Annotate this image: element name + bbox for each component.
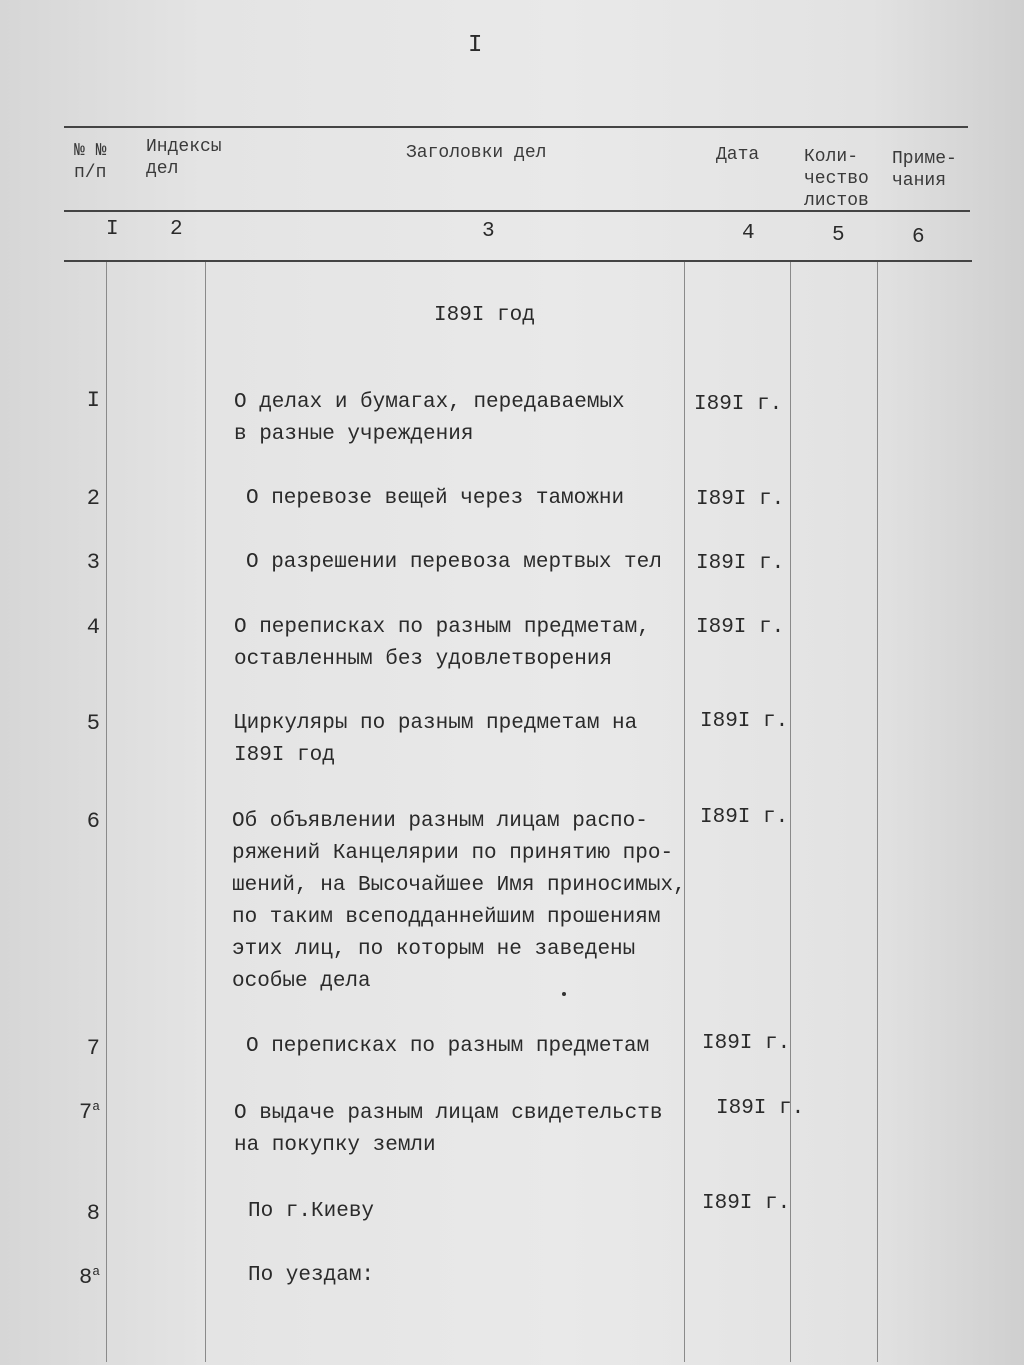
row-title: О делах и бумагах, передаваемых в разные учреждения	[234, 391, 625, 446]
row-number: 6	[86, 809, 100, 834]
row-title: По уездам:	[248, 1264, 375, 1287]
column-number: 6	[912, 226, 925, 249]
row-date: I89I г.	[700, 806, 789, 829]
header-date: Дата	[716, 145, 760, 165]
page-number: I	[468, 32, 483, 59]
row-number-suffix: а	[92, 1099, 100, 1114]
column-number: 2	[170, 218, 183, 241]
row-date: I89I г.	[702, 1192, 791, 1215]
header-top-rule	[64, 126, 968, 128]
row-number: 4	[86, 615, 100, 640]
column-divider	[106, 262, 107, 1362]
column-numbers-rule	[64, 260, 972, 262]
column-divider	[877, 262, 878, 1362]
row-title: О переписках по разным предметам, оставленным без удовлетворения	[234, 616, 650, 671]
row-date: I89I г.	[696, 488, 785, 511]
row-title: О перевозе вещей через таможни	[246, 487, 625, 510]
column-divider	[205, 262, 206, 1362]
row-number: 8	[86, 1201, 100, 1226]
row-title: О переписках по разным предметам	[246, 1035, 650, 1058]
header-index: Индексы дел	[146, 137, 222, 179]
row-number: I	[86, 388, 100, 413]
header-title: Заголовки дел	[406, 143, 547, 163]
row-title: Об объявлении разным лицам распо- ряжений Канцелярии по принятию про- шений, на Высочайшее Имя приносимых, по таким всеподданнейшим прошениям этих лиц, по которым не заведены особые дела	[232, 810, 686, 993]
row-date: I89I г.	[702, 1032, 791, 1055]
row-title: Циркуляры по разным предметам на I89I год	[234, 712, 638, 767]
row-date: I89I г.	[716, 1097, 805, 1120]
row-date: I89I г.	[696, 552, 785, 575]
ink-dot	[562, 992, 566, 996]
row-number: 2	[86, 486, 100, 511]
column-number: 4	[742, 222, 755, 245]
row-date: I89I г.	[700, 710, 789, 733]
column-number: I	[106, 218, 119, 241]
column-number: 3	[482, 220, 495, 243]
row-number: 7	[86, 1036, 100, 1061]
row-number-main: 7	[78, 1100, 93, 1125]
row-number: 3	[86, 550, 100, 575]
row-title: По г.Киеву	[248, 1200, 375, 1223]
row-number	[40, 1097, 100, 1129]
row-title: О выдаче разным лицам свидетельств на покупку земли	[234, 1102, 663, 1157]
row-number-suffix: а	[92, 1264, 100, 1279]
header-notes: Приме- чания	[892, 149, 957, 191]
row-number-main: 8	[78, 1265, 93, 1290]
header-num: № № п/п	[74, 141, 107, 183]
row-number: 5	[86, 711, 100, 736]
row-date: I89I г.	[696, 616, 785, 639]
column-number: 5	[832, 224, 845, 247]
row-date: I89I г.	[694, 393, 783, 416]
row-number	[40, 1262, 100, 1294]
year-heading: I89I год	[434, 304, 535, 327]
header-count: Коли- чество листов	[804, 147, 869, 211]
row-title: О разрешении перевоза мертвых тел	[246, 551, 662, 574]
